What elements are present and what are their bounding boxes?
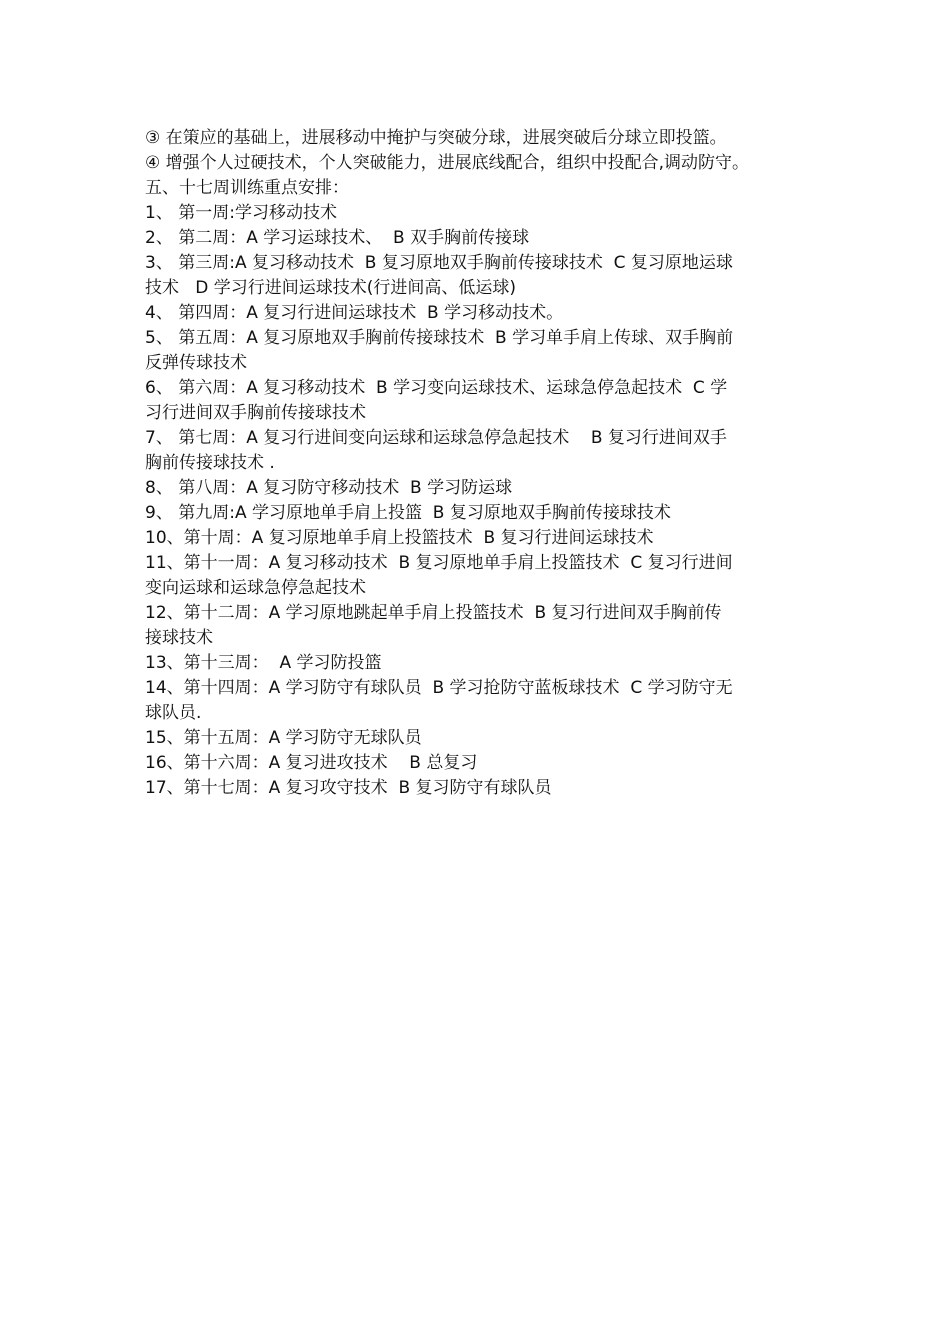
text-line: 11、第十一周：A 复习移动技术 B 复习原地单手肩上投篮技术 C 复习行进间 (145, 553, 733, 573)
text-line: 15、第十五周：A 学习防守无球队员 (145, 728, 422, 748)
text-line: 技术 D 学习行进间运球技术(行进间高、低运球) (145, 278, 516, 298)
text-line: 14、第十四周：A 学习防守有球队员 B 学习抢防守蓝板球技术 C 学习防守无 (145, 678, 733, 698)
text-line: 9、 第九周:A 学习原地单手肩上投篮 B 复习原地双手胸前传接球技术 (145, 503, 671, 523)
document-body (145, 126, 825, 801)
text-line: 2、 第二周：A 学习运球技术、 B 双手胸前传接球 (145, 228, 530, 248)
text-line: 6、 第六周：A 复习移动技术 B 学习变向运球技术、运球急停急起技术 C 学 (145, 378, 728, 398)
text-line: 变向运球和运球急停急起技术 (145, 578, 366, 598)
text-line: 10、第十周：A 复习原地单手肩上投篮技术 B 复习行进间运球技术 (145, 528, 654, 548)
text-line: 13、第十三周： A 学习防投篮 (145, 653, 382, 673)
text-line: 1、 第一周:学习移动技术 (145, 203, 337, 223)
text-line: 4、 第四周：A 复习行进间运球技术 B 学习移动技术。 (145, 303, 564, 323)
text-line: 8、 第八周：A 复习防守移动技术 B 学习防运球 (145, 478, 513, 498)
text-line: 5、 第五周：A 复习原地双手胸前传接球技术 B 学习单手肩上传球、双手胸前 (145, 328, 734, 348)
text-line: 胸前传接球技术 . (145, 453, 275, 473)
text-line: ③ 在策应的基础上，进展移动中掩护与突破分球，进展突破后分球立即投篮。 (145, 128, 727, 148)
text-line: 16、第十六周：A 复习进攻技术 B 总复习 (145, 753, 478, 773)
text-line: 球队员. (145, 703, 202, 723)
text-line: 3、 第三周:A 复习移动技术 B 复习原地双手胸前传接球技术 C 复习原地运球 (145, 253, 733, 273)
text-line: 习行进间双手胸前传接球技术 (145, 403, 366, 423)
text-line: 反弹传球技术 (145, 353, 247, 373)
text-line: ④ 增强个人过硬技术，个人突破能力，进展底线配合，组织中投配合,调动防守。 (145, 153, 750, 173)
text-line: 17、第十七周：A 复习攻守技术 B 复习防守有球队员 (145, 778, 552, 798)
text-line: 12、第十二周：A 学习原地跳起单手肩上投篮技术 B 复习行进间双手胸前传 (145, 603, 722, 623)
section-heading: 五、十七周训练重点安排： (145, 178, 349, 198)
text-line: 接球技术 (145, 628, 213, 648)
text-line: 7、 第七周：A 复习行进间变向运球和运球急停急起技术 B 复习行进间双手 (145, 428, 727, 448)
